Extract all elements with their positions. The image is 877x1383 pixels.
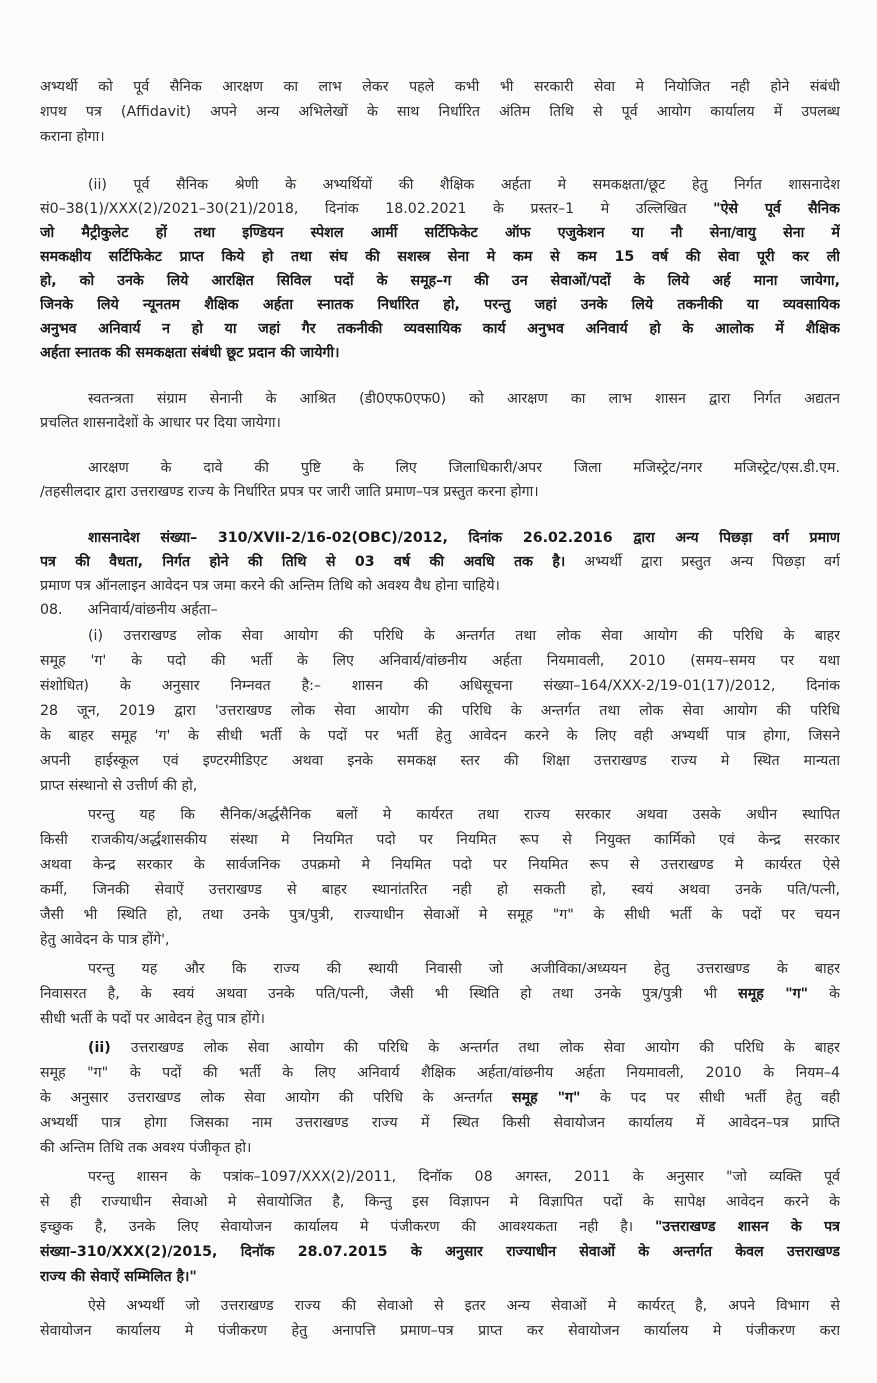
text-line xyxy=(40,551,840,573)
text-line: परन्तु शासन के पत्रांक–1097/XXX(2)/2011, दिनॉक 08 अगस्त, 2011 के अनुसार "जो व्यक्ति पूर्व xyxy=(88,1169,840,1185)
bold-line: राज्य की सेवाऐं सम्मिलित है।" xyxy=(40,1269,197,1285)
text-line: स्वतन्त्रता संग्राम सेनानी के आश्रित (डी0एफ0एफ0) को आरक्षण का लाभ शासन द्वारा निर्गत अद्यतन xyxy=(88,391,840,407)
bold-line: शासनादेश संख्या– 310/XVII-2/16-02(OBC)/2012, दिनांक 26.02.2016 द्वारा अन्य पिछड़ा वर्ग प्रमाण xyxy=(88,530,840,546)
bold-line: जिनके लिये न्यूनतम शैक्षिक अर्हता स्नातक निर्धारित हो, परन्तु जहां उनके लिये तकनीकी या व्यवसायिक xyxy=(40,297,840,313)
text-line: संशोधित) के अनुसार निम्नवत है:– शासन की अधिसूचना संख्या–164/XXX-2/19-01(17)/2012, दिनांक xyxy=(40,678,840,694)
bold-line: संख्या–310/XXX(2)/2015, दिनॉक 28.07.2015 के अनुसार राज्याधीन सेवाओं के अन्तर्गत केवल उत्तराखण्ड xyxy=(40,1244,840,1260)
text-line: आरक्षण के दावे की पुष्टि के लिए जिलाधिकारी/अपर जिला मजिस्ट्रेट/नगर मजिस्ट्रेट/एस.डी.एम. xyxy=(88,460,840,476)
text-line: ऐसे अभ्यर्थी जो उत्तराखण्ड राज्य की सेवाओ से इतर अन्य सेवाओं मे कार्यरत् है, अपने विभाग से xyxy=(88,1298,840,1314)
text-line xyxy=(40,1087,840,1109)
text-line: जैसी भी स्थिति हो, तथा उनके पुत्र/पुत्री, राज्याधीन सेवाओं मे समूह "ग" के सीधी भर्ती के पदों पर चयन xyxy=(40,907,840,923)
text-line: की अन्तिम तिथि तक अवश्य पंजीकृत हो। xyxy=(40,1140,252,1156)
text-span: के पद पर सीधी भर्ती हेतु वही xyxy=(600,1090,840,1106)
text-span: अभ्यर्थी द्वारा प्रस्तुत अन्य पिछड़ा वर्ग xyxy=(584,554,840,570)
text-line: कराना होगा। xyxy=(40,129,105,145)
text-line: अभ्यर्थी को पूर्व सैनिक आरक्षण का लाभ लेकर पहले कभी भी सरकारी सेवा मे नियोजित नही होने संबंधी xyxy=(40,79,840,95)
bold-span: "ऐसे पूर्व सैनिक xyxy=(713,201,840,217)
text-line: प्रमाण पत्र ऑनलाइन आवेदन पत्र जमा करने की अन्तिम तिथि को अवश्य वैध होना चाहिये। xyxy=(40,578,500,594)
bold-span: (ii) xyxy=(88,1040,111,1056)
text-span: इच्छुक है, उनके लिए सेवायोजन कार्यालय मे पंजीकरण की आवश्यकता नही है। xyxy=(40,1219,634,1235)
text-span: के अनुसार उत्तराखण्ड लोक सेवा आयोग की परिधि के अन्तर्गत xyxy=(40,1090,493,1106)
text-line: सीधी भर्ती के पदों पर आवेदन हेतु पात्र होंगे। xyxy=(40,1011,266,1027)
text-line xyxy=(40,1216,840,1238)
text-line: समूह "ग" के पदों की भर्ती के लिए अनिवार्य शैक्षिक अर्हता/वांछनीय अर्हता नियमावली, 2010 के नियम–4 xyxy=(40,1065,840,1081)
text-line: हेतु आवेदन के पात्र होंगे', xyxy=(40,932,170,948)
bold-span: पत्र की वैधता, निर्गत होने की तिथि से 03 वर्ष की अवधि तक है। xyxy=(40,554,566,570)
text-line: 28 जून, 2019 द्वारा 'उत्तराखण्ड लोक सेवा आयोग की परिधि के अन्तर्गत तथा लोक सेवा आयोग की परिधि xyxy=(40,703,840,719)
text-span: उत्तराखण्ड लोक सेवा आयोग की परिधि के अन्तर्गत तथा लोक सेवा आयोग की परिधि के बाहर xyxy=(130,1040,840,1056)
text-line: से ही राज्याधीन सेवाओ मे सेवायोजित है, किन्तु इस विज्ञापन मे विज्ञापित पदों के सापेक्ष आवेदन करने के xyxy=(40,1194,840,1210)
section-title: अनिवार्य/वांछनीय अर्हता– xyxy=(87,602,218,618)
bold-line: जो मैट्रीकुलेट हों तथा इण्डियन स्पेशल आर्मी सर्टिफिकेट ऑफ एजुकेशन या नौ सेना/वायु सेना में xyxy=(40,225,840,241)
text-line: प्राप्त संस्थानो से उत्तीर्ण की हो, xyxy=(40,778,198,794)
text-line: अथवा केन्द्र सरकार के सार्वजनिक उपक्रमो मे नियमित पदो पर नियमित रूप से उत्तराखण्ड मे कार्यरत ऐसे xyxy=(40,857,840,873)
bold-line: समकक्षीय सर्टिफिकेट प्राप्त किये हो तथा संघ की सशस्त्र सेना मे कम से कम 15 वर्ष की सेवा पूरी कर ली xyxy=(40,249,840,265)
text-line: समूह 'ग' के पदो की भर्ती के लिए अनिवार्य/वांछनीय अर्हता नियमावली, 2010 (समय–समय पर यथा xyxy=(40,653,840,669)
text-line: (i) उत्तराखण्ड लोक सेवा आयोग की परिधि के अन्तर्गत तथा लोक सेवा आयोग की परिधि के बाहर xyxy=(88,628,840,644)
text-line: प्रचलित शासनादेशों के आधार पर दिया जायेगा। xyxy=(40,415,281,431)
bold-span: "उत्तराखण्ड शासन के पत्र xyxy=(655,1219,840,1235)
text-line: अभ्यर्थी पात्र होगा जिसका नाम उत्तराखण्ड राज्य में स्थित किसी सेवायोजन कार्यालय में आवेदन–पत्र प्राप्ति xyxy=(40,1115,840,1131)
text-span: निवासरत है, के स्वयं अथवा उनके पति/पत्नी, जैसी भी स्थिति हो तथा उनके पुत्र/पुत्री भी xyxy=(40,986,718,1002)
text-line: परन्तु यह और कि राज्य की स्थायी निवासी जो अजीविका/अध्ययन हेतु उत्तराखण्ड के बाहर xyxy=(88,961,840,977)
text-line: परन्तु यह कि सैनिक/अर्द्धसैनिक बलों मे कार्यरत तथा राज्य सरकार अथवा उसके अधीन स्थापित xyxy=(88,807,840,823)
text-line xyxy=(40,983,840,1005)
text-line xyxy=(40,198,840,220)
text-line: के बाहर समूह 'ग' के सीधी भर्ती के पदों पर भर्ती हेतु आवेदन करने के लिए वही अभ्यर्थी पात्र होगा, जिसने xyxy=(40,728,840,744)
text-line: अपनी हाईस्कूल एवं इण्टरमीडिएट अथवा इनके समकक्ष स्तर की शिक्षा उत्तराखण्ड राज्य मे स्थित मान्यता xyxy=(40,753,840,769)
text-line: शपथ पत्र (Affidavit) अपने अन्य अभिलेखों के साथ निर्धारित अंतिम तिथि से पूर्व आयोग कार्यालय में उपलब्ध xyxy=(40,104,840,120)
bold-line: अनुभव अनिवार्य न हो या जहां गैर तकनीकी व्यवसायिक कार्य अनुभव अनिवार्य हो के आलोक में शैक्षिक xyxy=(40,321,840,337)
section-heading xyxy=(40,599,840,621)
text-line: सेवायोजन कार्यालय मे पंजीकरण हेतु अनापत्ति प्रमाण–पत्र प्राप्त कर सेवायोजन कार्यालय मे पंजीकरण करा xyxy=(40,1323,840,1339)
text-span: सं0–38(1)/XXX(2)/2021–30(21)/2018, दिनांक 18.02.2021 के प्रस्तर–1 मे उल्लिखित xyxy=(40,201,687,217)
text-line xyxy=(88,1037,840,1059)
text-line: /तहसीलदार द्वारा उत्तराखण्ड राज्य के निर्धारित प्रपत्र पर जारी जाति प्रमाण–पत्र प्रस्तुत करना होगा। xyxy=(40,484,539,500)
bold-line: हो, को उनके लिये आरक्षित सिविल पदों के समूह–ग की उन सेवाओं/पदों के लिये अर्ह माना जायेगा, xyxy=(40,273,840,289)
section-number: 08. xyxy=(40,602,63,618)
text-span: के xyxy=(829,986,840,1002)
bold-span: समूह "ग" xyxy=(738,986,809,1002)
text-line: कर्मी, जिनकी सेवाऐं उत्तराखण्ड से बाहर स्थानांतरित नही हो सकती हो, स्वयं अथवा उनके पति/पत्नी, xyxy=(40,882,840,898)
text-line: किसी राजकीय/अर्द्धशासकीय संस्था मे नियमित पदो पर नियमित रूप से नियुक्त कार्मिको एवं केन्द्र सरकार xyxy=(40,832,840,848)
bold-span: समूह "ग" xyxy=(512,1090,581,1106)
bold-line: अर्हता स्नातक की समकक्षता संबंधी छूट प्रदान की जायेगी। xyxy=(40,345,340,361)
text-line: (ii) पूर्व सैनिक श्रेणी के अभ्यर्थियों की शैक्षिक अर्हता मे समकक्षता/छूट हेतु निर्गत शासनादेश xyxy=(88,177,840,193)
